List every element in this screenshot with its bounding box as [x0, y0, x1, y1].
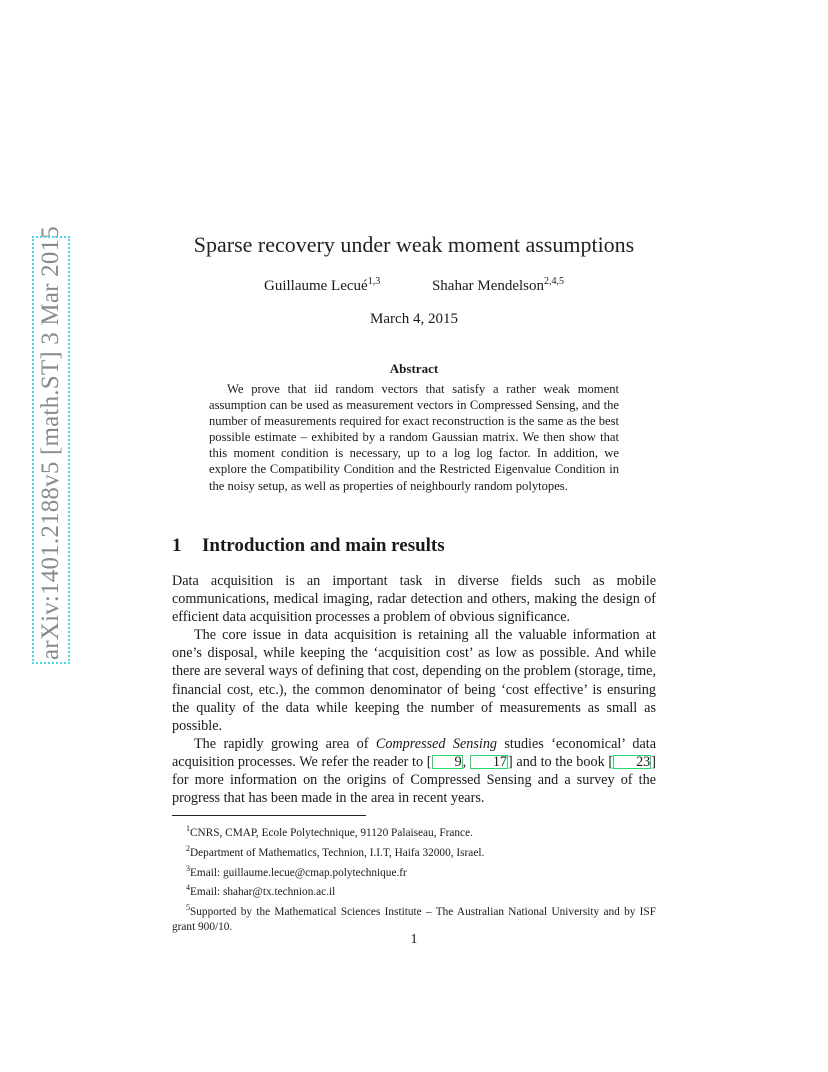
footnote-divider: [172, 815, 366, 816]
abstract-heading: Abstract: [389, 361, 439, 376]
section-number: 1: [172, 535, 182, 556]
author-name: Shahar Mendelson: [431, 278, 545, 294]
citation-link-17[interactable]: 17: [470, 755, 508, 769]
section-title: Introduction and main results: [202, 535, 445, 556]
footnote-5: [172, 900, 656, 935]
author-affiliation: 1,3: [367, 276, 381, 287]
paragraph-3-text: ] and to the book [: [508, 753, 614, 770]
author-name: Guillaume Lecué: [263, 278, 368, 294]
footnote-mark: 1: [186, 824, 190, 833]
paragraph-3-text: ,: [462, 753, 470, 770]
footnote-mark: 2: [186, 843, 190, 853]
paragraph-3-text: studies ‘economical’ data acquisition processes. We refer the reader to [: [172, 735, 656, 770]
section-body: [172, 572, 656, 807]
citation-link-9[interactable]: 9: [432, 755, 463, 769]
paper-title: Sparse recovery under weak moment assumptions: [193, 232, 635, 257]
footnote-text: Email: guillaume.lecue@cmap.polytechnique.fr: [190, 866, 407, 879]
abstract-text: We prove that iid random vectors that satisfy a rather weak moment assumption can be used as measurement vectors in Compressed Sensing, and the number of measurements required for exact reconstruction is the same as the best possible estimate – exhibited by a random Gaussian matrix. We then show that this moment condition is necessary, up to a log log factor. In addition, we explore the Compatibility Condition and the Restricted Eigenvalue Condition in the noisy setup, as well as properties of neighbourly random polytopes.: [209, 382, 619, 493]
author-list: [0, 276, 828, 295]
footnote-text: Supported by the Mathematical Sciences Institute – The Australian National University and by ISF grant 900/10.: [172, 905, 656, 933]
footnotes: [172, 821, 656, 935]
footnote-text: Email: shahar@tx.technion.ac.il: [190, 886, 336, 899]
paragraph-3: [172, 735, 656, 807]
paragraph-2: The core issue in data acquisition is retaining all the valuable information at one’s disposal, while keeping the ‘acquisition cost’ as low as possible. And while there are several ways of defining that cost, depending on the problem (storage, time, financial cost, etc.), the common denominator of being ‘cost effective’ is ensuring the quality of the data while keeping the number of measurements as small as possible.: [172, 627, 656, 734]
paper-date: March 4, 2015: [370, 311, 458, 327]
citation-link-23[interactable]: 23: [613, 755, 651, 769]
paragraph-3-text: ] for more information on the origins of Compressed Sensing and a survey of the progress that has been made in the area in recent years.: [172, 753, 656, 807]
paragraph-3-text: The rapidly growing area of: [194, 735, 376, 752]
footnote-text: CNRS, CMAP, Ecole Polytechnique, 91120 Palaiseau, France.: [190, 826, 473, 839]
author-affiliation: 2,4,5: [544, 276, 565, 287]
footnote-3: [172, 861, 656, 881]
paragraph-1: Data acquisition is an important task in diverse fields such as mobile communications, medical imaging, radar detection and others, making the design of efficient data acquisition processes a problem of obvious significance.: [172, 573, 656, 626]
footnote-4: [172, 880, 656, 900]
page-number: 1: [410, 932, 418, 947]
footnote-2: [172, 841, 656, 861]
footnote-mark: 5: [186, 903, 190, 913]
author-1: [264, 276, 380, 295]
author-2: [432, 276, 564, 295]
section-heading: [172, 535, 672, 557]
footnote-mark: 3: [186, 863, 190, 873]
footnote-text: Department of Mathematics, Technion, I.I.T, Haifa 32000, Israel.: [190, 846, 485, 859]
arxiv-identifier-stamp[interactable]: arXiv:1401.2188v5 [math.ST] 3 Mar 2015: [37, 226, 64, 660]
emphasis-compressed-sensing: Compressed Sensing: [375, 735, 498, 752]
footnote-mark: 4: [186, 883, 190, 893]
footnote-1: [172, 821, 656, 841]
